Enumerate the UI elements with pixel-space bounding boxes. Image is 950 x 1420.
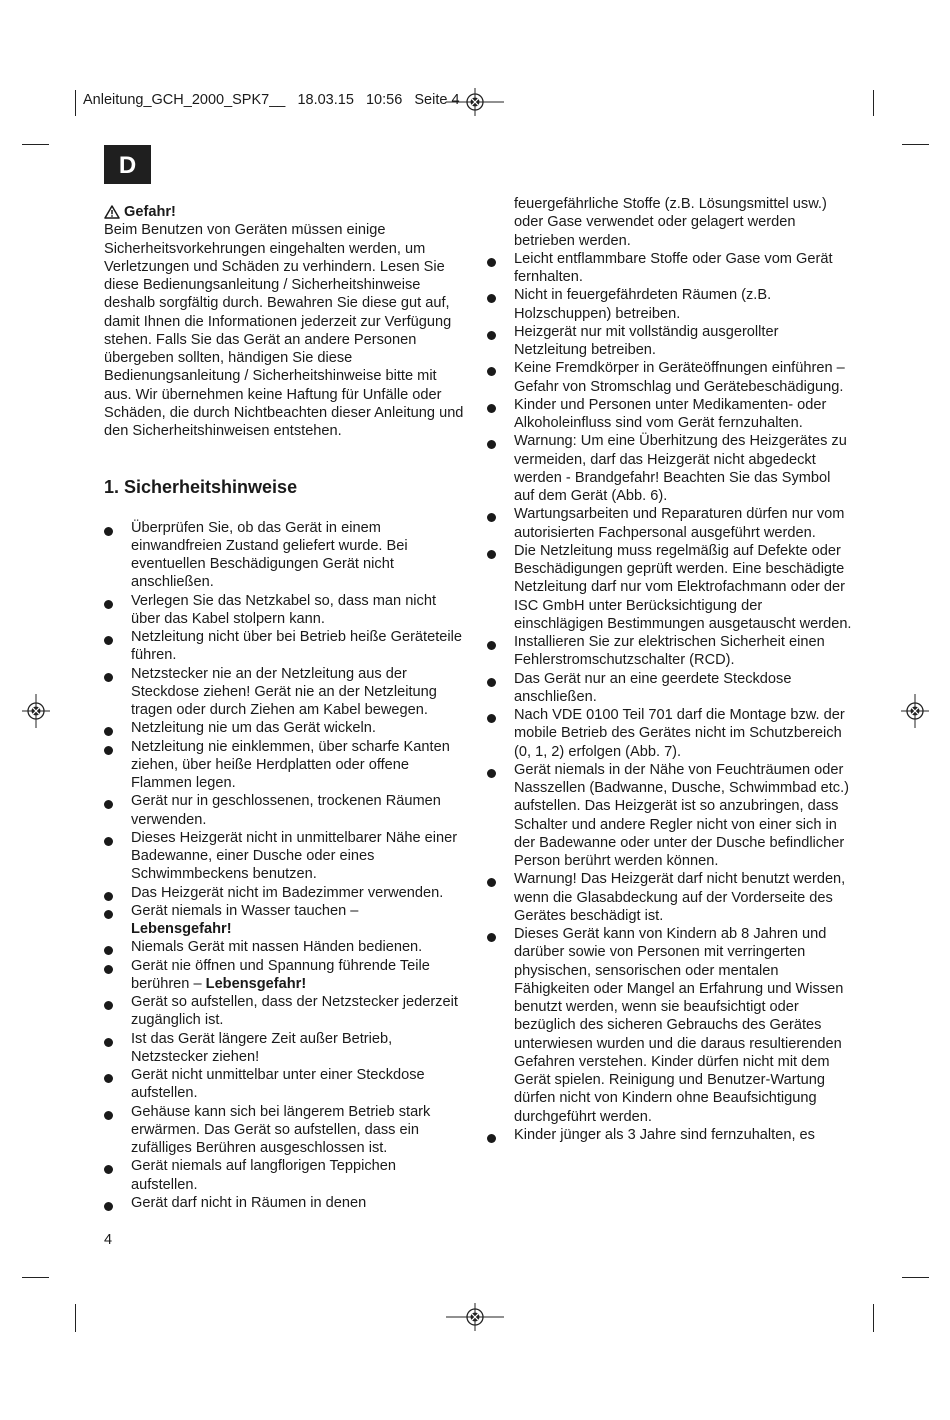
list-item — [104, 628, 464, 665]
list-item-text: Gerät nicht unmittelbar unter einer Steckdose aufstellen. — [131, 1067, 425, 1102]
list-item: Das Gerät nur an eine geerdete Steckdose anschließen. — [487, 670, 852, 707]
list-item: Nach VDE 0100 Teil 701 darf die Montage bzw. der mobile Betrieb des Gerätes nicht im Schutzbereich (0, 1, 2) erfolgen (Abb. 7). — [487, 706, 852, 761]
print-slug — [83, 92, 460, 108]
list-item-text: Gerät niemals in Wasser tauchen – — [131, 902, 359, 919]
list-item: Warnung: Um eine Überhitzung des Heizgerätes zu vermeiden, darf das Heizgerät nicht abgedeckt werden - Brandgefahr! Beachten Sie das Symbol auf dem Gerät (Abb. 6). — [487, 432, 852, 505]
crop-mark — [902, 1277, 929, 1278]
list-item-text: Gerät so aufstellen, dass der Netzstecker jederzeit zugänglich ist. — [131, 994, 458, 1029]
list-item — [104, 938, 464, 956]
list-item-text: Gerät nur in geschlossenen, trockenen Räumen verwenden. — [131, 793, 441, 828]
list-item: Nicht in feuergefährdeten Räumen (z.B. Holzschuppen) betreiben. — [487, 286, 852, 323]
list-item-text: Netzstecker nie an der Netzleitung aus der Steckdose ziehen! Gerät nie an der Netzleitung tragen oder durch Ziehen am Kabel bewegen. — [131, 665, 437, 718]
list-item — [104, 829, 464, 884]
list-item: Dieses Gerät kann von Kindern ab 8 Jahren und darüber sowie von Personen mit verringerten physischen, sensorischen oder mentalen Fähigkeiten oder Mangel an Erfahrung und Wissen benutzt werden, wenn sie beaufsichtigt oder bezüglich des sicheren Gebrauchs des Gerätes unterwiesen wurden und die daraus resultierenden Gefahren verstehen. Kinder dürfen nicht mit dem Gerät spielen. Reinigung und Benutzer-Wartung dürfen nicht von Kindern ohne Beaufsichtigung durchgeführt werden. — [487, 925, 852, 1126]
list-item-text: Überprüfen Sie, ob das Gerät in einem einwandfreien Zustand geliefert wurde. Bei eventuellen Beschädigungen Gerät nicht anschließen. — [131, 519, 408, 591]
section-title: 1. Sicherheitshinweise — [104, 477, 298, 498]
list-item: Installieren Sie zur elektrischen Sicherheit einen Fehlerstromschutzschalter (RCD). — [487, 633, 852, 670]
crop-mark — [902, 144, 929, 145]
safety-list — [104, 519, 464, 1213]
list-item — [104, 665, 464, 720]
list-item-text: Netzleitung nie einklemmen, über scharfe Kanten ziehen, über heiße Herdplatten oder offene Flammen legen. — [131, 738, 450, 791]
crop-mark — [75, 90, 76, 116]
list-item-text: Gerät nie öffnen und Spannung führende Teile berühren – — [131, 957, 430, 992]
list-item — [104, 1194, 464, 1212]
safety-list-continued — [487, 250, 852, 1144]
list-item-text: Ist das Gerät längere Zeit außer Betrieb, Netzstecker ziehen! — [131, 1030, 393, 1065]
warning-triangle-icon — [104, 205, 120, 219]
list-item: Die Netzleitung muss regelmäßig auf Defekte oder Beschädigungen geprüft werden. Eine beschädigte Netzleitung darf nur vom Elektrofachmann oder der ISC GmbH unter Berücksichtigung der einschlägigen Bestimmungen ausgetauscht werden. — [487, 542, 852, 633]
list-item: Kinder und Personen unter Medikamenten- oder Alkoholeinfluss sind vom Gerät fernzuhalten. — [487, 396, 852, 433]
registration-mark-icon — [446, 1303, 504, 1331]
list-item — [104, 1103, 464, 1158]
page-number: 4 — [104, 1232, 113, 1248]
crop-mark — [22, 144, 49, 145]
list-item-text: Gerät niemals auf langflorigen Teppichen aufstellen. — [131, 1158, 397, 1193]
continuation-paragraph: feuergefährliche Stoffe (z.B. Lösungsmittel usw.) oder Gase verwendet oder gelagert werden betrieben werden. — [514, 196, 827, 249]
list-item: Heizgerät nur mit vollständig ausgerollter Netzleitung betreiben. — [487, 323, 852, 360]
list-item — [104, 719, 464, 737]
list-item — [104, 1066, 464, 1103]
list-item — [104, 738, 464, 793]
warning-paragraph: Beim Benutzen von Geräten müssen einige Sicherheitsvorkehrungen eingehalten werden, um Verletzungen und Schäden zu verhindern. Lesen Sie diese Bedienungsanleitung / Sicherheitshinweise deshalb sorgfältig durch. Bewahren Sie diese gut auf, damit Ihnen die Informationen jederzeit zur Verfügung stehen. Falls Sie das Gerät an andere Personen übergeben sollten, händigen Sie diese Bedienungsanleitung / Sicherheitshinweise bitte mit aus. Wir übernehmen keine Haftung für Unfälle oder Schäden, die durch Nichtbeachten dieser Anleitung und den Sicherheitshinweisen entstehen. — [104, 222, 464, 439]
crop-mark — [75, 1304, 76, 1332]
list-item-emphasis: Lebensgefahr! — [205, 975, 307, 992]
slug-date: 18.03.15 — [297, 92, 354, 108]
slug-file: Anleitung_GCH_2000_SPK7__ — [83, 92, 286, 108]
list-item: Kinder jünger als 3 Jahre sind fernzuhalten, es — [487, 1126, 852, 1144]
list-item-text: Gerät darf nicht in Räumen in denen — [131, 1194, 367, 1211]
warning-heading — [104, 203, 464, 221]
list-item-emphasis: Lebensgefahr! — [131, 921, 232, 937]
list-item: Gerät niemals in der Nähe von Feuchträumen oder Nasszellen (Badwanne, Dusche, Schwimmbad etc.) aufstellen. Das Heizgerät ist so anzubringen, dass Schalter und andere Regler nicht von einer sich in der Badewanne oder unter der Dusche befindlicher Person berührt werden können. — [487, 761, 852, 871]
list-item: Leicht entflammbare Stoffe oder Gase vom Gerät fernhalten. — [487, 250, 852, 287]
list-item — [104, 1157, 464, 1194]
list-item: Keine Fremdkörper in Geräteöffnungen einführen – Gefahr von Stromschlag und Gerätebeschädigung. — [487, 359, 852, 396]
list-item — [104, 902, 464, 939]
list-item — [104, 884, 464, 902]
list-item — [104, 592, 464, 629]
list-item: Wartungsarbeiten und Reparaturen dürfen nur vom autorisierten Fachpersonal ausgeführt werden. — [487, 505, 852, 542]
list-item — [104, 957, 464, 994]
left-column — [104, 203, 464, 1212]
list-item-text: Niemals Gerät mit nassen Händen bedienen. — [131, 939, 423, 956]
registration-mark-icon — [901, 694, 929, 728]
crop-mark — [873, 1304, 874, 1332]
list-item — [104, 792, 464, 829]
right-column — [487, 195, 852, 1144]
list-item-text: Verlegen Sie das Netzkabel so, dass man nicht über das Kabel stolpern kann. — [131, 592, 437, 627]
list-item — [104, 519, 464, 592]
language-tab: D — [104, 145, 151, 184]
list-item-text: Das Heizgerät nicht im Badezimmer verwenden. — [131, 884, 444, 901]
warning-title: Gefahr! — [124, 204, 176, 220]
list-item-text: Netzleitung nie um das Gerät wickeln. — [131, 720, 376, 737]
crop-mark — [873, 90, 874, 116]
list-item-text: Gehäuse kann sich bei längerem Betrieb stark erwärmen. Das Gerät so aufstellen, dass ein zufälliges Berühren ausgeschlossen ist. — [131, 1103, 431, 1156]
registration-mark-icon — [22, 694, 50, 728]
crop-mark — [22, 1277, 49, 1278]
list-item-text: Netzleitung nicht über bei Betrieb heiße Geräteteile führen. — [131, 629, 462, 664]
slug-time: 10:56 — [365, 92, 403, 108]
slug-page: Seite 4 — [414, 92, 460, 108]
list-item — [104, 1030, 464, 1067]
list-item-text: Dieses Heizgerät nicht in unmittelbarer Nähe einer Badewanne, einer Dusche oder eines Schwimmbeckens benutzen. — [131, 829, 458, 883]
list-item — [104, 993, 464, 1030]
list-item: Warnung! Das Heizgerät darf nicht benutzt werden, wenn die Glasabdeckung auf der Vorderseite des Gerätes beschädigt ist. — [487, 870, 852, 925]
